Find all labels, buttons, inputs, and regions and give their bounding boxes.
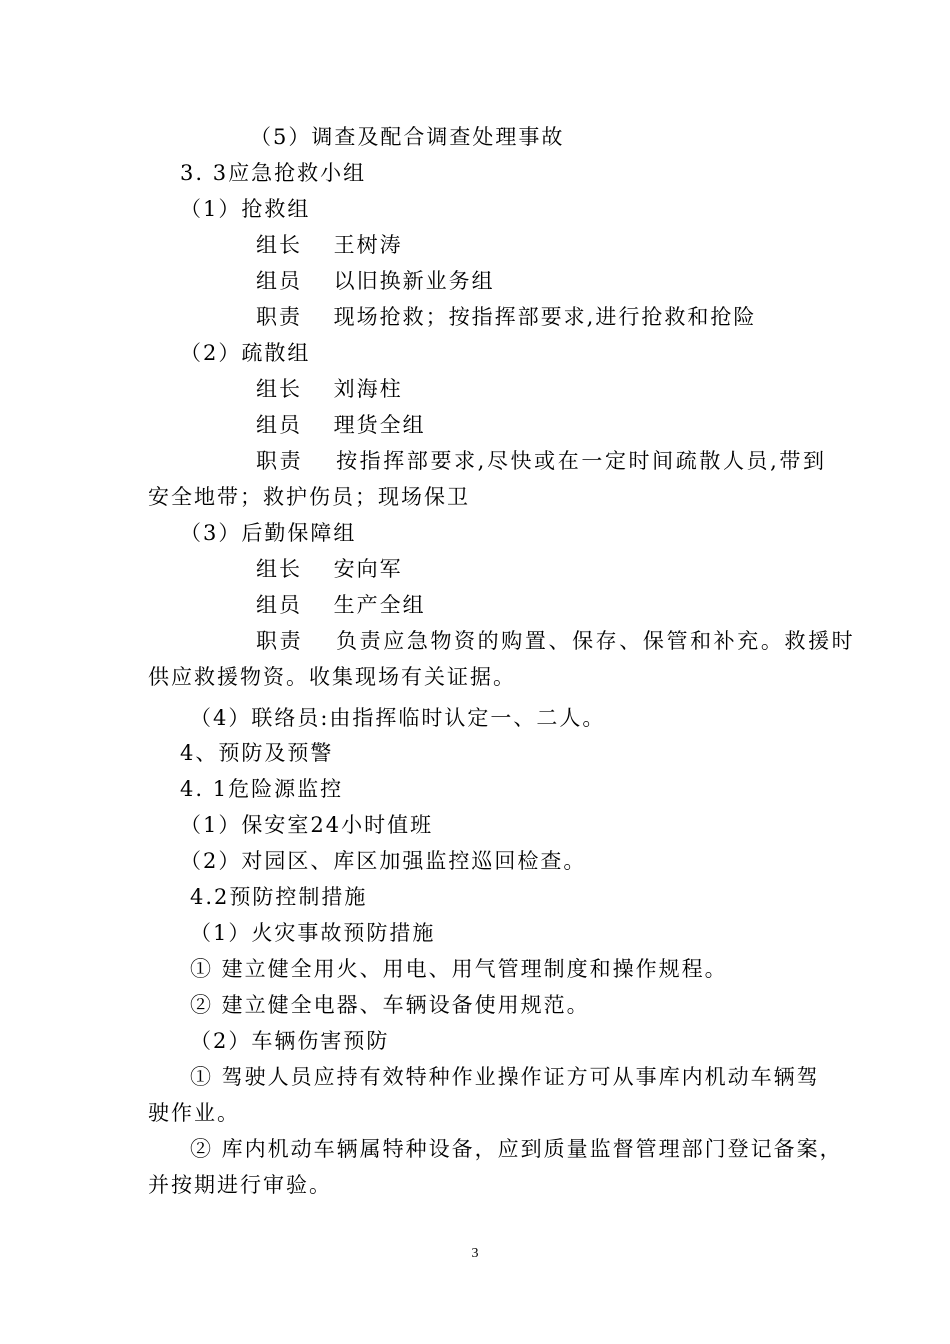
section-heading: 4. 1危险源监控: [180, 777, 344, 801]
text-line: ① 建立健全用火、用电、用气管理制度和操作规程。: [190, 957, 728, 981]
page-number: 3: [471, 1246, 479, 1261]
text-line: 职责 按指挥部要求,尽快或在一定时间疏散人员,带到: [256, 449, 827, 473]
text-line: ② 库内机动车辆属特种设备，应到质量监督管理部门登记备案，: [190, 1137, 843, 1161]
text-line: （5）调查及配合调查处理事故: [250, 125, 565, 149]
text-line: 组长 刘海柱: [256, 377, 403, 401]
subsection-heading: （2）车辆伤害预防: [190, 1029, 390, 1053]
text-line: ② 建立健全电器、车辆设备使用规范。: [190, 993, 590, 1017]
text-line: 组长 安向军: [256, 557, 403, 581]
text-line: 职责 现场抢救；按指挥部要求,进行抢救和抢险: [256, 305, 757, 329]
subsection-heading: （1）火灾事故预防措施: [190, 921, 436, 945]
text-line: ① 驾驶人员应持有效特种作业操作证方可从事库内机动车辆驾: [190, 1065, 820, 1089]
text-line: 驶作业。: [148, 1101, 240, 1125]
text-line: 组员 生产全组: [256, 593, 426, 617]
subsection-heading: （2）疏散组: [180, 341, 311, 365]
text-line: 组员 理货全组: [256, 413, 426, 437]
section-heading: 4.2预防控制措施: [190, 885, 368, 909]
text-line: 并按期进行审验。: [148, 1173, 332, 1197]
text-line: 组长 王树涛: [256, 233, 403, 257]
text-line: 安全地带；救护伤员；现场保卫: [148, 485, 470, 509]
subsection-heading: （3）后勤保障组: [180, 521, 357, 545]
text-line: 职责 负责应急物资的购置、保存、保管和补充。救援时: [256, 629, 856, 653]
text-line: 供应救援物资。收集现场有关证据。: [148, 665, 516, 689]
section-heading: 4、预防及预警: [180, 741, 334, 765]
subsection-heading: （1）抢救组: [180, 197, 311, 221]
text-line: （4）联络员:由指挥临时认定一、二人。: [190, 706, 606, 730]
text-line: （1）保安室24小时值班: [180, 813, 434, 837]
section-heading: 3. 3应急抢救小组: [180, 161, 367, 185]
text-line: （2）对园区、库区加强监控巡回检查。: [180, 849, 587, 873]
text-line: 组员 以旧换新业务组: [256, 269, 495, 293]
